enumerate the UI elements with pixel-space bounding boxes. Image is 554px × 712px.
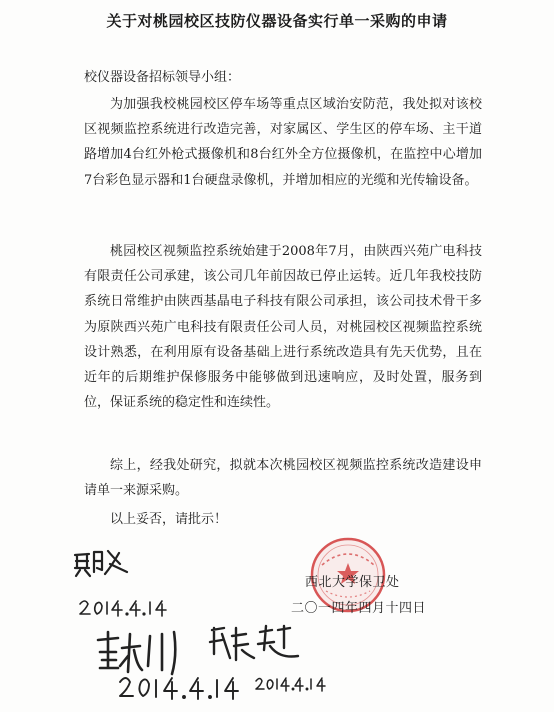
handwritten-signature-3	[206, 620, 306, 666]
document-title: 关于对桃园校区技防仪器设备实行单一采购的申请	[106, 12, 448, 30]
handwritten-date-1	[78, 596, 168, 618]
body-paragraph-closing: 以上妥否，请批示！	[110, 512, 228, 527]
salutation: 校仪器设备招标领导小组：	[84, 70, 241, 85]
body-paragraph-conclusion: 综上，经我处研究，拟就本次桃园校区视频监控系统改造建设申请单一来源采购。	[84, 458, 482, 499]
handwritten-signature-1	[72, 546, 138, 580]
issue-date: 二〇一四年四月十四日	[291, 601, 427, 616]
issuing-organization: 西北大学保卫处	[305, 575, 400, 590]
body-paragraph-background: 桃园校区视频监控系统始建于2008年7月，由陕西兴苑广电科技有限责任公司承建，该公司几年前因故已停止运转。近几年我校技防系统日常维护由陕西基晶电子科技有限公司承担，该公司技术骨干多为原陕西兴苑广电科技有限责任公司人员，对桃园校区视频监控系统设计熟悉，在利用原有设备基础上进行系统改造具有先天优势，且在近年的后期维护保修服务中能够做到迅速响应，及时处置，服务到位，保证系统的稳定性和连续性。	[84, 244, 482, 411]
handwritten-signature-2	[92, 626, 186, 678]
body-paragraph-purpose: 为加强我校桃园校区停车场等重点区域治安防范，我处拟对该校区视频监控系统进行改造完善，对家属区、学生区的停车场、主干道路增加4台红外枪式摄像机和8台红外全方位摄像机，在监控中心增加7台彩色显示器和1台硬盘录像机，并增加相应的光缆和光传输设备。	[84, 97, 482, 188]
handwritten-date-3	[254, 674, 328, 694]
handwritten-date-2	[116, 672, 244, 702]
